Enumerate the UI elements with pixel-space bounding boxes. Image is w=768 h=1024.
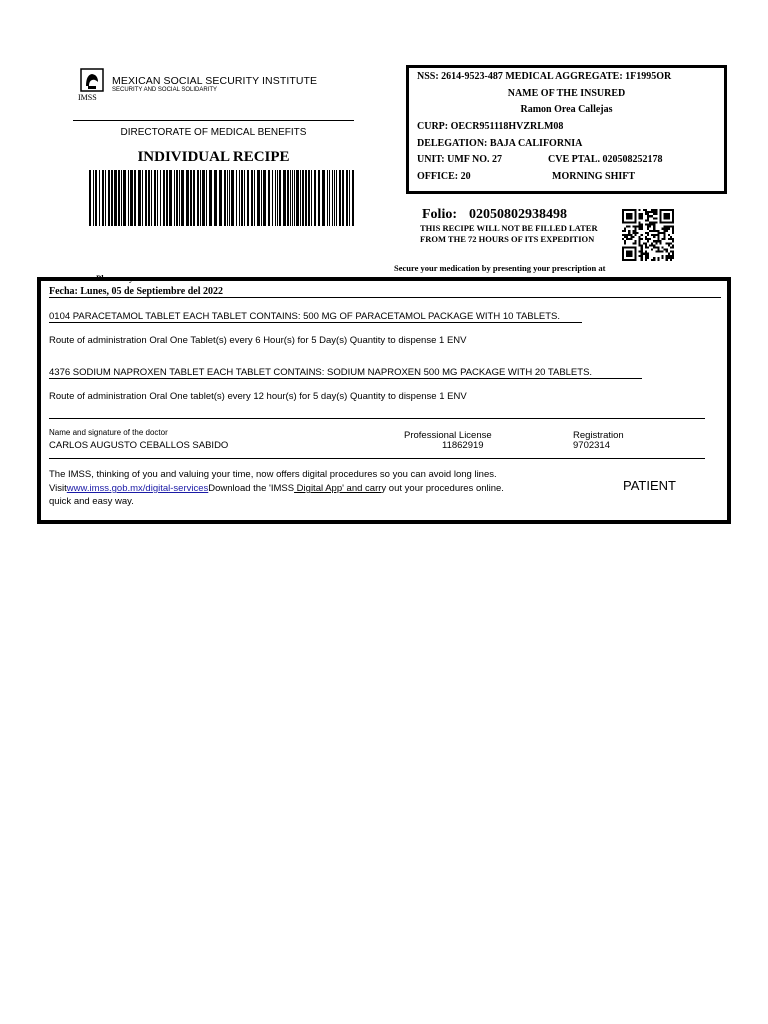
footer-app: Digital App' and carr [294, 483, 382, 494]
nss-line: NSS: 2614-9523-487 MEDICAL AGGREGATE: 1F1995OR [417, 71, 672, 82]
date-divider [49, 297, 721, 298]
signature-line [49, 418, 705, 419]
medication-1-route: Route of administration Oral One Tablet(s) every 6 Hour(s) for 5 Day(s) Quantity to dispense 1 ENV [49, 335, 467, 346]
shift-line: MORNING SHIFT [552, 171, 636, 182]
delegation-line: DELEGATION: BAJA CALIFORNIA [417, 138, 583, 149]
footer-divider [49, 458, 705, 459]
curp-line: CURP: OECR951118HVZRLM08 [417, 121, 564, 132]
secure-medication-text: Secure your medication by presenting your prescription at [394, 263, 606, 273]
footer-line-1: The IMSS, thinking of you and valuing your time, now offers digital procedures so you can avoid long lines. [49, 469, 497, 480]
digital-services-link[interactable]: www.imss.gob.mx/digital-services [66, 483, 209, 494]
folio-label: Folio: [422, 207, 457, 222]
insured-info-box [406, 65, 727, 194]
doctor-label: Name and signature of the doctor [49, 428, 168, 437]
medication-1-description: 0104 PARACETAMOL TABLET EACH TABLET CONTAINS: 500 MG OF PARACETAMOL PACKAGE WITH 10 TABLETS. [49, 311, 582, 323]
license-value: 11862919 [442, 440, 484, 451]
folio-note-line-1: THIS RECIPE WILL NOT BE FILLED LATER [420, 223, 598, 233]
insured-name: Ramon Orea Callejas [520, 104, 613, 115]
license-label: Professional License [404, 430, 492, 441]
footer-download: Download the 'IMSS [208, 483, 295, 494]
institute-name: MEXICAN SOCIAL SECURITY INSTITUTE [112, 75, 318, 87]
office-line: OFFICE: 20 [417, 171, 471, 182]
footer-line-2 [49, 483, 504, 494]
folio-value: 02050802938498 [469, 207, 567, 222]
medication-2-description: 4376 SODIUM NAPROXEN TABLET EACH TABLET CONTAINS: SODIUM NAPROXEN 500 MG PACKAGE WITH 20 TABLETS. [49, 367, 642, 379]
insured-name-label: NAME OF THE INSURED [507, 88, 626, 99]
footer-line-3: quick and easy way. [49, 496, 134, 507]
imss-logo-icon [80, 68, 104, 94]
footer-rest: y out your procedures online. [381, 483, 504, 494]
unit-line: UNIT: UMF NO. 27 [417, 154, 502, 165]
barcode-icon [89, 170, 355, 226]
logo-caption: IMSS [78, 93, 97, 102]
folio-note [420, 223, 598, 244]
medication-2-route: Route of administration Oral One tablet(s) every 12 hour(s) for 5 day(s) Quantity to dispense 1 ENV [49, 391, 467, 402]
directorate-label: DIRECTORATE OF MEDICAL BENEFITS [120, 127, 307, 138]
document-title: INDIVIDUAL RECIPE [137, 149, 290, 165]
footer-visit: Visit [49, 483, 67, 494]
cve-line: CVE PTAL. 020508252178 [548, 154, 663, 165]
institute-subtitle: SECURITY AND SOCIAL SOLIDARITY [112, 87, 218, 93]
header-divider [73, 120, 354, 121]
pharmacy-text: Pharmacy [96, 273, 134, 283]
prescription-box [37, 277, 731, 524]
prescription-date: Fecha: Lunes, 05 de Septiembre del 2022 [49, 286, 223, 297]
patient-label: PATIENT [623, 478, 676, 493]
registration-label: Registration [573, 430, 624, 441]
folio-note-line-2: FROM THE 72 HOURS OF ITS EXPEDITION [420, 233, 595, 244]
folio [422, 207, 567, 223]
registration-value: 9702314 [573, 440, 610, 451]
doctor-name: CARLOS AUGUSTO CEBALLOS SABIDO [49, 440, 229, 451]
qr-code-icon [622, 209, 674, 261]
